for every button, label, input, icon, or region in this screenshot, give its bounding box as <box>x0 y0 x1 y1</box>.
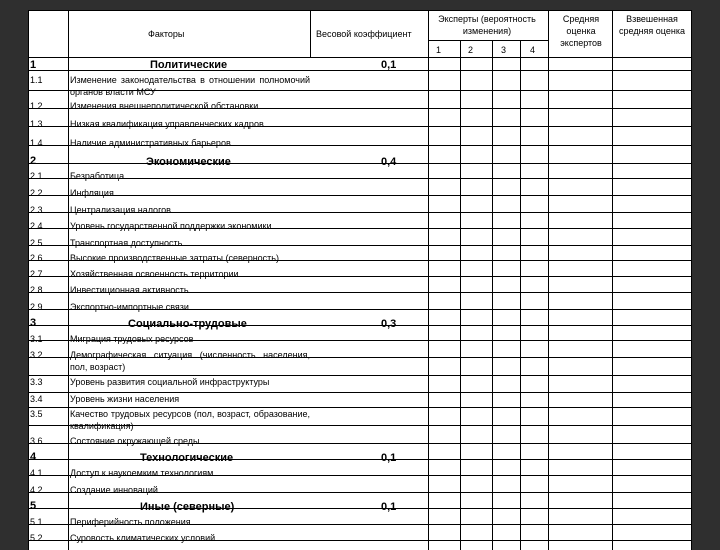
row-number: 2.8 <box>30 285 43 295</box>
row-number: 5.1 <box>30 517 43 527</box>
row-text: Экспортно-импортные связи <box>70 302 189 312</box>
row-text: Безработица <box>70 171 125 181</box>
table-grid-line <box>310 10 311 57</box>
row-text: Низкая квалификация управленческих кадров <box>70 119 264 129</box>
table-grid-line <box>548 10 549 550</box>
table-grid-line <box>28 459 692 460</box>
section-number: 4 <box>30 451 37 463</box>
row-text: Наличие административных барьеров <box>70 138 231 148</box>
row-text: Инфляция <box>70 188 114 198</box>
section-weight: 0,1 <box>381 501 397 513</box>
row-text: Уровень государственной поддержки экономики <box>70 221 272 231</box>
row-text: Инвестиционная активность <box>70 285 189 295</box>
row-number: 4.2 <box>30 485 43 495</box>
row-number: 3.6 <box>30 436 43 446</box>
frame-right <box>692 0 720 540</box>
section-weight: 0,4 <box>381 156 397 168</box>
header-expert-2: 2 <box>468 45 474 55</box>
row-number: 3.4 <box>30 394 43 404</box>
table-grid-line <box>28 10 692 11</box>
row-number: 5.2 <box>30 533 43 543</box>
row-number: 1.1 <box>30 75 43 85</box>
section-weight: 0,1 <box>381 59 397 71</box>
row-number: 3.2 <box>30 350 43 360</box>
table-grid-line <box>492 40 493 550</box>
row-text: Периферийность положения <box>70 517 191 527</box>
section-title: Экономические <box>146 156 231 168</box>
row-text: Создание инноваций <box>70 485 158 495</box>
section-title: Иные (северные) <box>140 501 235 513</box>
header-expert-1: 1 <box>436 45 442 55</box>
row-text: Уровень развития социальной инфраструктуры <box>70 377 270 387</box>
section-title: Политические <box>150 59 228 71</box>
row-text: Качество трудовых ресурсов (пол, возраст, образование, квалификация) <box>70 409 310 431</box>
table-grid-line <box>28 70 692 71</box>
section-title: Социально-трудовые <box>128 318 247 330</box>
document-page <box>28 10 692 550</box>
section-title: Технологические <box>140 452 234 464</box>
row-number: 2.9 <box>30 302 43 312</box>
row-number: 2.3 <box>30 205 43 215</box>
table-grid-line <box>691 10 692 550</box>
row-text: Демографическая ситуация (численность населения, пол, возраст) <box>70 350 310 372</box>
header-expert-4: 4 <box>530 45 536 55</box>
header-factors: Факторы <box>148 29 185 39</box>
row-number: 3.5 <box>30 409 43 419</box>
row-text: Уровень жизни населения <box>70 394 180 404</box>
table-grid-line <box>28 195 692 196</box>
row-number: 2.7 <box>30 269 43 279</box>
header-avg: Средняя оценка экспертов <box>560 14 602 48</box>
row-text: Хозяйственная освоенность территории <box>70 269 239 279</box>
row-number: 2.1 <box>30 171 43 181</box>
row-number: 4.1 <box>30 468 43 478</box>
section-number: 3 <box>30 317 37 329</box>
row-number: 2.4 <box>30 221 43 231</box>
table-grid-line <box>428 10 429 550</box>
table-grid-line <box>68 10 69 550</box>
section-weight: 0,3 <box>381 318 397 330</box>
row-text: Суровость климатических условий <box>70 533 216 543</box>
table-grid-line <box>460 40 461 550</box>
row-number: 1.3 <box>30 119 43 129</box>
table-grid-line <box>28 508 692 509</box>
header-experts: Эксперты (вероятность изменения) <box>438 14 536 36</box>
table-grid-line <box>28 178 692 179</box>
row-number: 2.5 <box>30 238 43 248</box>
row-number: 2.2 <box>30 188 43 198</box>
row-text: Доступ к наукоемким технологиям <box>70 468 214 478</box>
row-number: 1.4 <box>30 138 43 148</box>
header-expert-3: 3 <box>501 45 507 55</box>
row-text: Миграция трудовых ресурсов <box>70 334 194 344</box>
section-weight: 0,1 <box>381 452 397 464</box>
row-text: Изменение законодательства в отношении полномочий органов власти МСУ <box>70 75 310 97</box>
row-text: Изменения внешнеполитической обстановки <box>70 101 259 111</box>
section-number: 2 <box>30 155 37 167</box>
row-number: 3.3 <box>30 377 43 387</box>
table-grid-line <box>28 163 692 164</box>
table-grid-line <box>428 40 548 41</box>
table-grid-line <box>28 57 692 58</box>
row-number: 1.2 <box>30 101 43 111</box>
row-text: Транспортная доступность <box>70 238 183 248</box>
frame-top <box>28 0 692 10</box>
row-number: 2.6 <box>30 253 43 263</box>
header-weighted: Взвешенная средняя оценка <box>619 14 685 36</box>
row-text: Высокие производственные затраты (северность) <box>70 253 279 263</box>
table-grid-line <box>28 10 29 550</box>
row-text: Централизация налогов <box>70 205 171 215</box>
table-grid-line <box>520 40 521 550</box>
row-number: 3.1 <box>30 334 43 344</box>
section-number: 5 <box>30 500 37 512</box>
table-grid-line <box>612 10 613 550</box>
section-number: 1 <box>30 59 37 71</box>
header-weight: Весовой коэффициент <box>316 29 412 39</box>
row-text: Состояние окружающей среды <box>70 436 200 446</box>
frame-left <box>0 0 28 540</box>
